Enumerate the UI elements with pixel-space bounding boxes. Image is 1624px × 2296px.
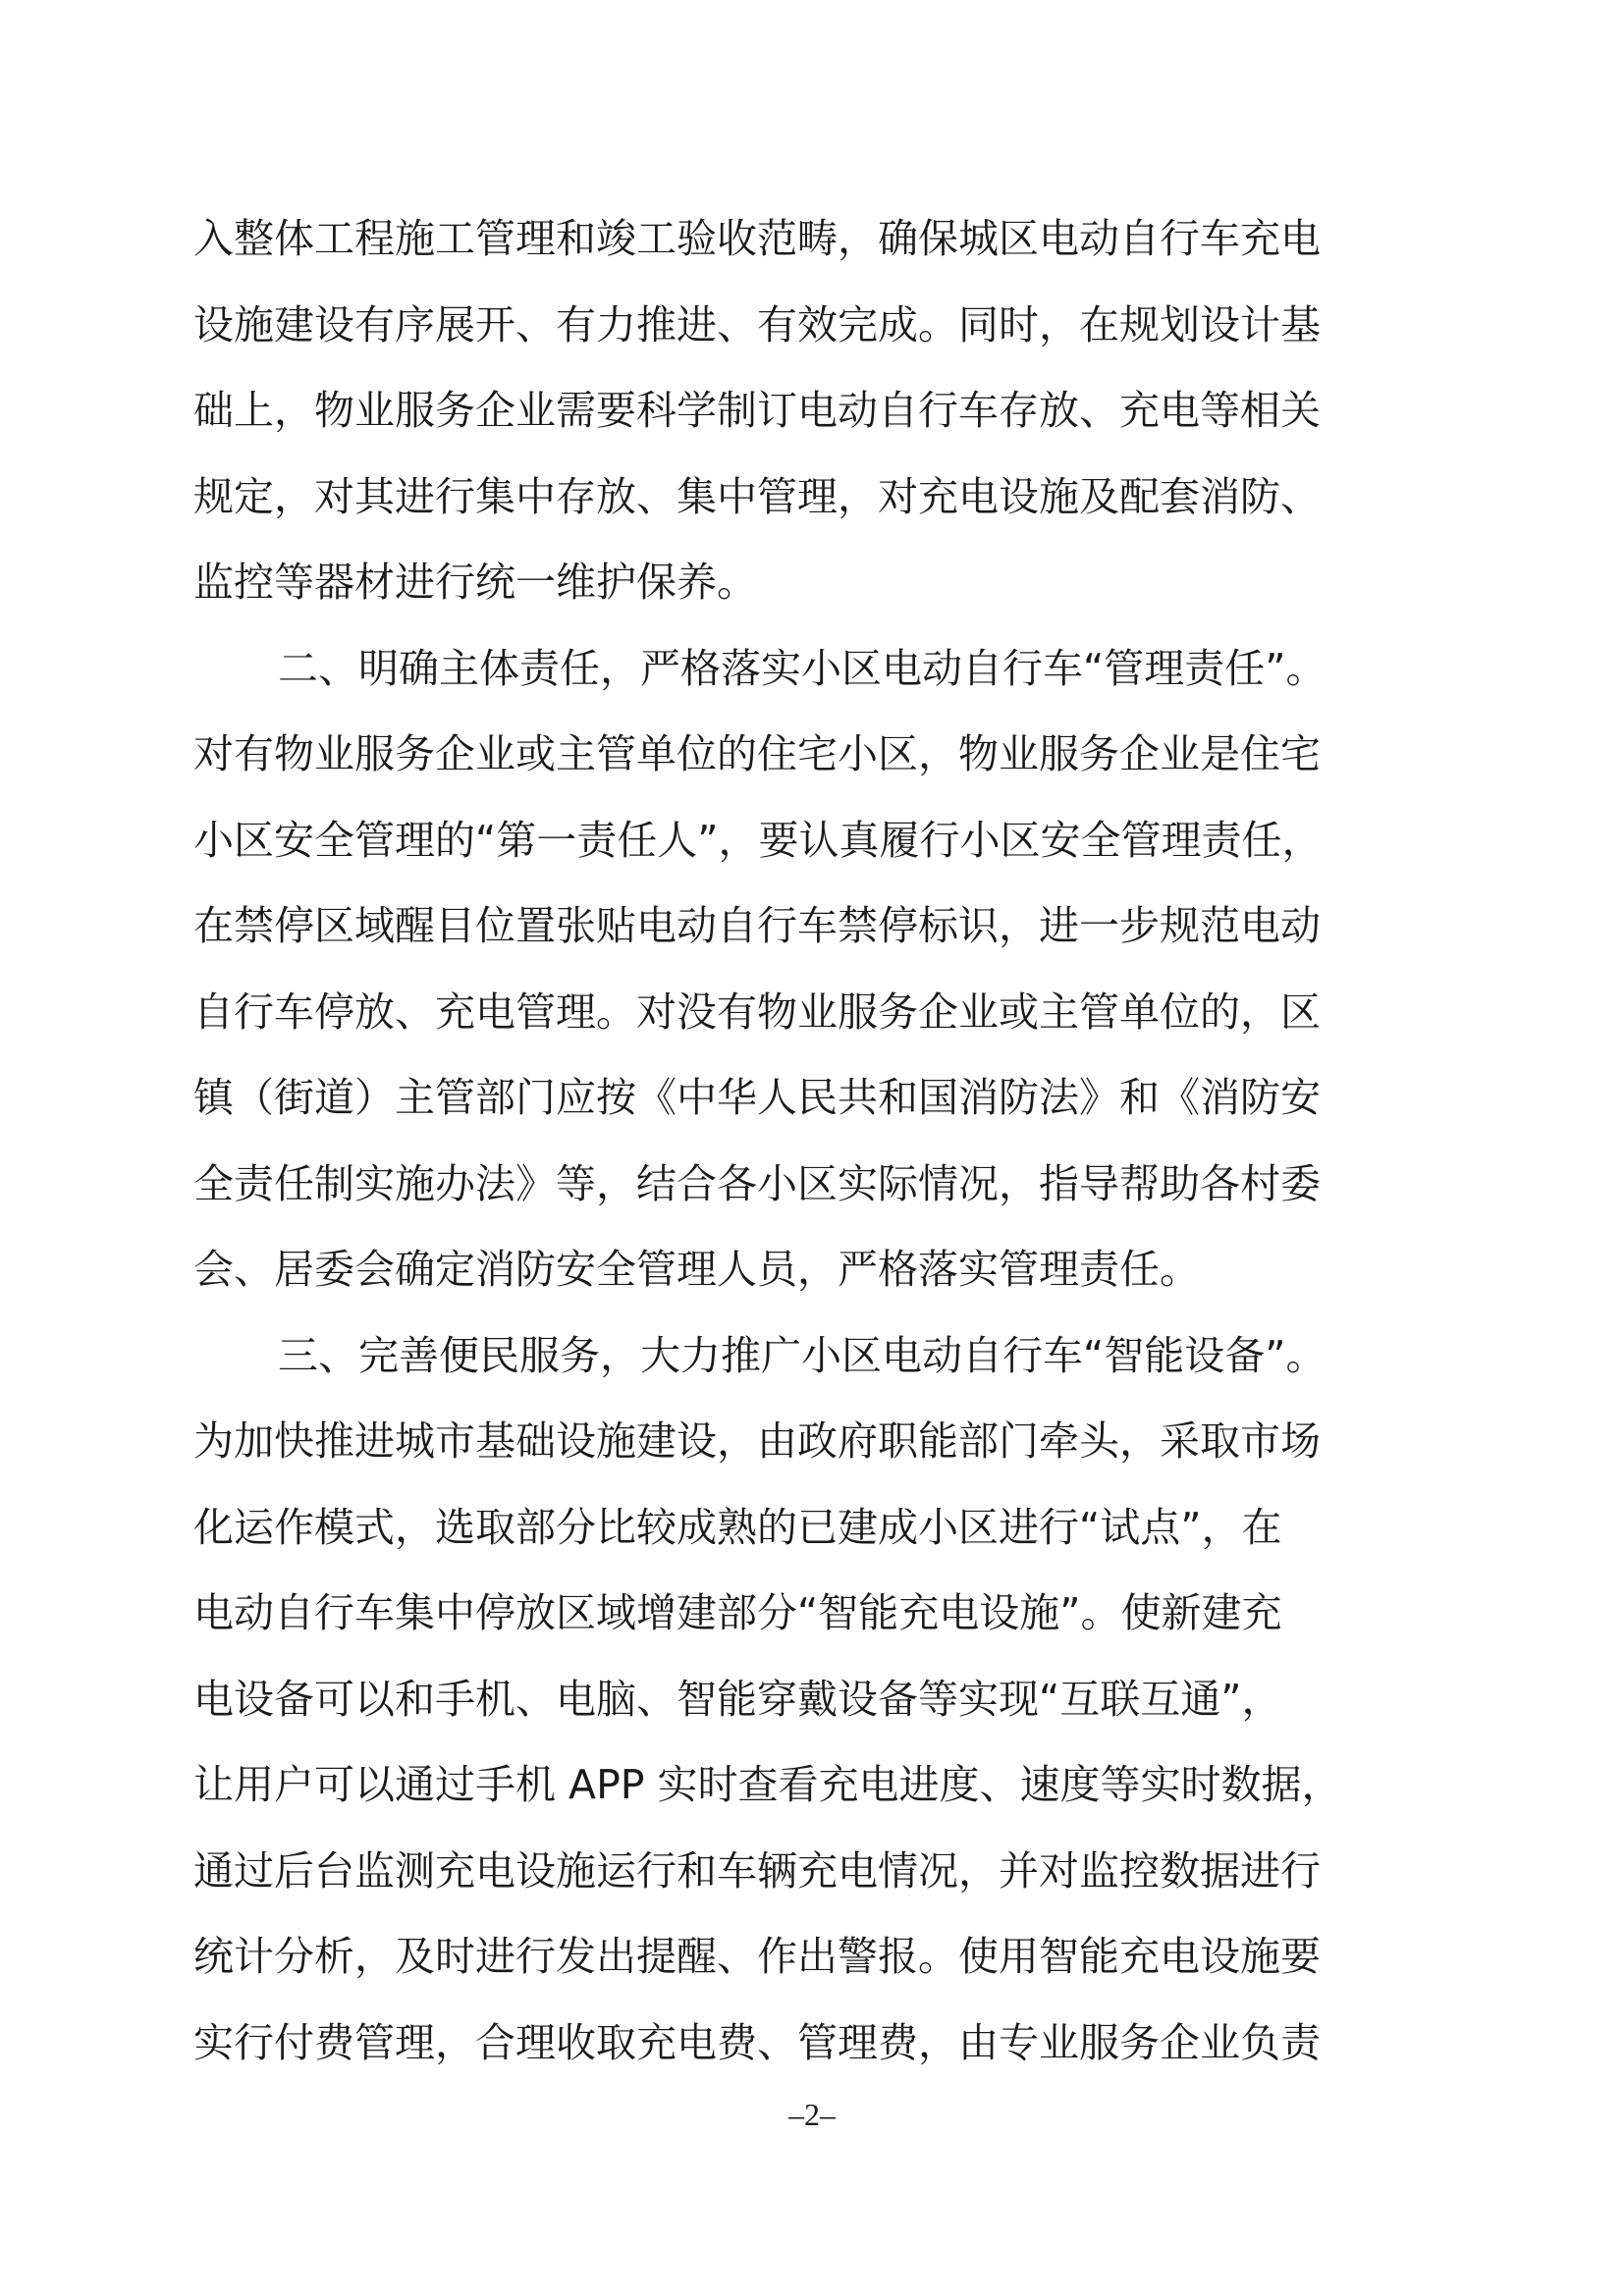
text-line: 电设备可以和手机、电脑、智能穿戴设备等实现“互联互通”， bbox=[193, 1675, 1282, 1723]
section-heading-three: 三、完善便民服务，大力推广小区电动自行车“智能设备”。 bbox=[278, 1331, 1326, 1379]
text-line: 通过后台监测充电设施运行和车辆充电情况，并对监控数据进行 bbox=[193, 1846, 1321, 1895]
text-line: 全责任制实施办法》等，结合各小区实际情况，指导帮助各村委 bbox=[193, 1159, 1321, 1207]
text-line: 会、居委会确定消防安全管理人员，严格落实管理责任。 bbox=[193, 1246, 1200, 1293]
text-line: 镇（街道）主管部门应按《中华人民共和国消防法》和《消防安 bbox=[193, 1074, 1321, 1121]
text-line: 电动自行车集中停放区域增建部分“智能充电设施”。使新建充 bbox=[193, 1589, 1282, 1636]
section-heading-two: 二、明确主体责任，严格落实小区电动自行车“管理责任”。 bbox=[278, 644, 1326, 692]
text-line: 统计分析，及时进行发出提醒、作出警报。使用智能充电设施要 bbox=[193, 1933, 1321, 1980]
text-line: 实行付费管理，合理收取充电费、管理费，由专业服务企业负责 bbox=[193, 2018, 1321, 2066]
text-line: 监控等器材进行统一维护保养。 bbox=[193, 559, 757, 606]
text-line: 自行车停放、充电管理。对没有物业服务企业或主管单位的，区 bbox=[193, 988, 1321, 1036]
page-number: –2– bbox=[788, 2097, 836, 2132]
document-body bbox=[193, 196, 1431, 2086]
text-line: 规定，对其进行集中存放、集中管理，对充电设施及配套消防、 bbox=[193, 472, 1321, 520]
text-line: 让用户可以通过手机 APP 实时查看充电进度、速度等实时数据， bbox=[193, 1761, 1342, 1808]
text-line: 础上，物业服务企业需要科学制订电动自行车存放、充电等相关 bbox=[193, 387, 1321, 434]
text-line: 为加快推进城市基础设施建设，由政府职能部门牵头，采取市场 bbox=[193, 1417, 1321, 1465]
text-line: 化运作模式，选取部分比较成熟的已建成小区进行“试点”，在 bbox=[193, 1503, 1282, 1551]
text-line: 设施建设有序展开、有力推进、有效完成。同时，在规划设计基 bbox=[193, 300, 1321, 348]
text-line: 对有物业服务企业或主管单位的住宅小区，物业服务企业是住宅 bbox=[193, 730, 1321, 777]
text-line: 入整体工程施工管理和竣工验收范畴，确保城区电动自行车充电 bbox=[193, 215, 1321, 262]
text-line: 小区安全管理的“第一责任人”，要认真履行小区安全管理责任， bbox=[193, 816, 1323, 864]
text-line: 在禁停区域醒目位置张贴电动自行车禁停标识，进一步规范电动 bbox=[193, 902, 1321, 949]
